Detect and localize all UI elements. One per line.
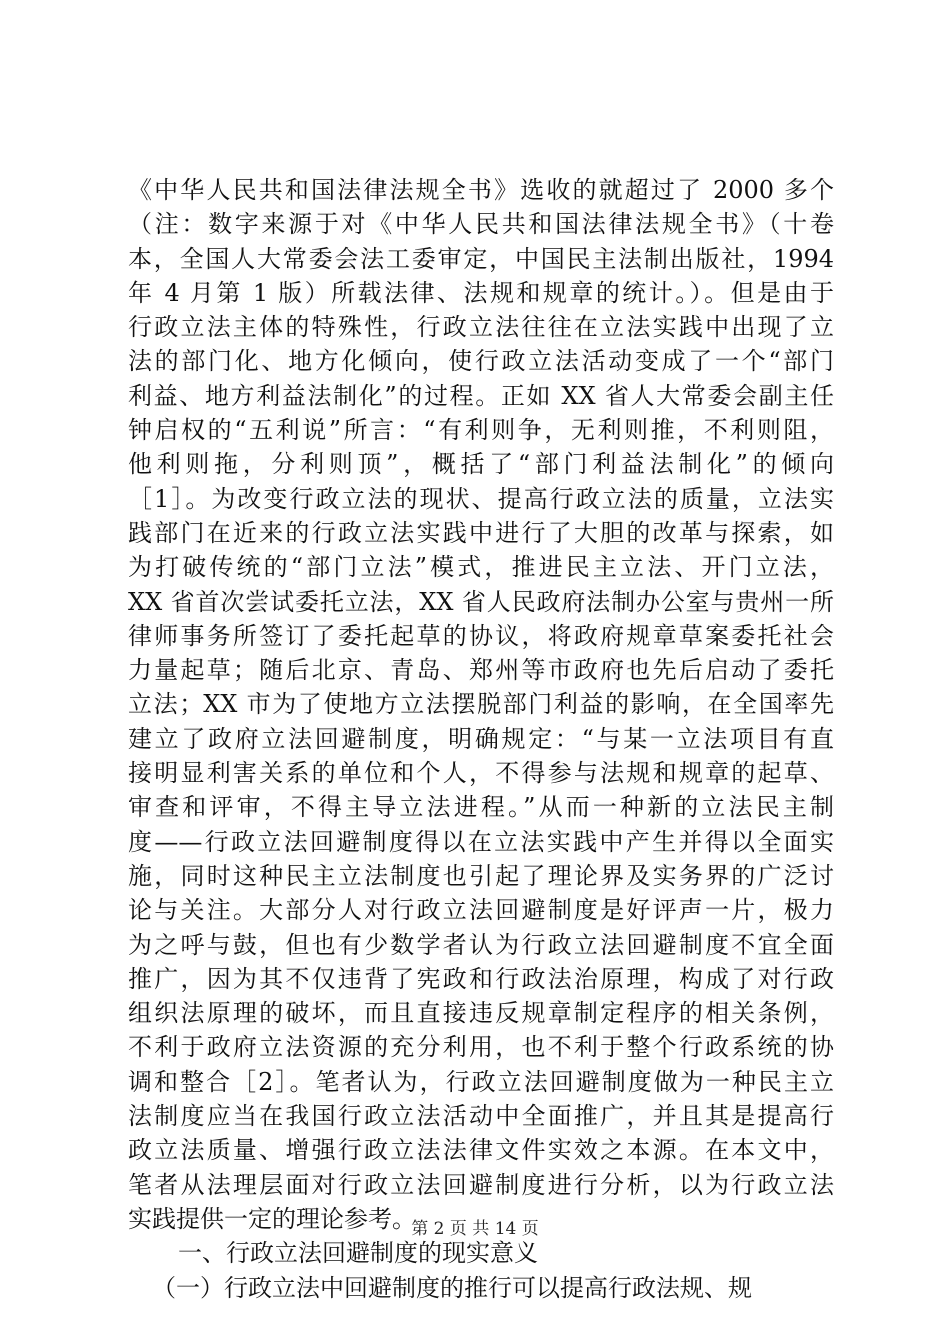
text-line: 组织法原理的破坏，而且直接违反规章制定程序的相关条例， (128, 999, 834, 1028)
text-line: 践部门在近来的行政立法实践中进行了大胆的改革与探索，如 (128, 518, 834, 547)
text-line: 推广，因为其不仅违背了宪政和行政法治原理，构成了对行政 (128, 964, 834, 993)
page-footer: 第 2 页 共 14 页 (411, 1219, 539, 1239)
text-line: ［1］。为改变行政立法的现状、提高行政立法的质量，立法实 (128, 484, 834, 513)
text-line: 法制度应当在我国行政立法活动中全面推广，并且其是提高行 (128, 1102, 834, 1131)
text-line: 施，同时这种民主立法制度也引起了理论界及实务界的广泛讨 (128, 861, 834, 890)
text-line: （注：数字来源于对《中华人民共和国法律法规全书》（十卷 (128, 210, 834, 239)
text-line: 调和整合［2］。笔者认为，行政立法回避制度做为一种民主立 (128, 1067, 834, 1096)
text-line: 年 4 月第 1 版）所载法律、法规和规章的统计。）。但是由于 (128, 278, 834, 307)
text-line: XX 省首次尝试委托立法，XX 省人民政府法制办公室与贵州一所 (128, 587, 834, 616)
text-line: 实践提供一定的理论参考。 (128, 1204, 416, 1233)
text-line: 他利则拖，分利则顶”，概括了“部门利益法制化”的倾向 (128, 450, 834, 479)
text-line: 政立法质量、增强行政立法法律文件实效之本源。在本文中， (128, 1136, 834, 1165)
text-line: 法的部门化、地方化倾向，使行政立法活动变成了一个“部门 (128, 347, 834, 376)
text-line: 律师事务所签订了委托起草的协议，将政府规章草案委托社会 (128, 621, 834, 650)
text-line: 为之呼与鼓，但也有少数学者认为行政立法回避制度不宜全面 (128, 930, 834, 959)
text-line: 不利于政府立法资源的充分利用，也不利于整个行政系统的协 (128, 1033, 834, 1062)
text-line: 为打破传统的“部门立法”模式，推进民主立法、开门立法， (128, 553, 834, 582)
text-line: 立法；XX 市为了使地方立法摆脱部门利益的影响，在全国率先 (128, 690, 834, 719)
text-line: 利益、地方利益法制化”的过程。正如 XX 省人大常委会副主任 (128, 381, 834, 410)
text-line: 论与关注。大部分人对行政立法回避制度是好评声一片，极力 (128, 896, 834, 925)
subsection-heading: （一）行政立法中回避制度的推行可以提高行政法规、规 (152, 1273, 752, 1302)
text-line: 笔者从法理层面对行政立法回避制度进行分析，以为行政立法 (128, 1170, 834, 1199)
section-heading: 一、行政立法回避制度的现实意义 (178, 1239, 538, 1268)
text-line: 接明显利害关系的单位和个人，不得参与法规和规章的起草、 (128, 759, 834, 788)
text-line: 建立了政府立法回避制度，明确规定：“与某一立法项目有直 (128, 724, 834, 753)
text-line: 本，全国人大常委会法工委审定，中国民主法制出版社，1994 (128, 244, 834, 273)
body-text (128, 173, 834, 1305)
text-line: 《中华人民共和国法律法规全书》选收的就超过了 2000 多个 (128, 176, 834, 204)
text-line: 度——行政立法回避制度得以在立法实践中产生并得以全面实 (128, 827, 834, 856)
text-line: 力量起草；随后北京、青岛、郑州等市政府也先后启动了委托 (128, 656, 834, 685)
text-line: 钟启权的“五利说”所言：“有利则争，无利则推，不利则阻， (128, 416, 834, 445)
text-line: 审查和评审，不得主导立法进程。”从而一种新的立法民主制 (128, 793, 834, 822)
text-line: 行政立法主体的特殊性，行政立法往往在立法实践中出现了立 (128, 313, 834, 342)
